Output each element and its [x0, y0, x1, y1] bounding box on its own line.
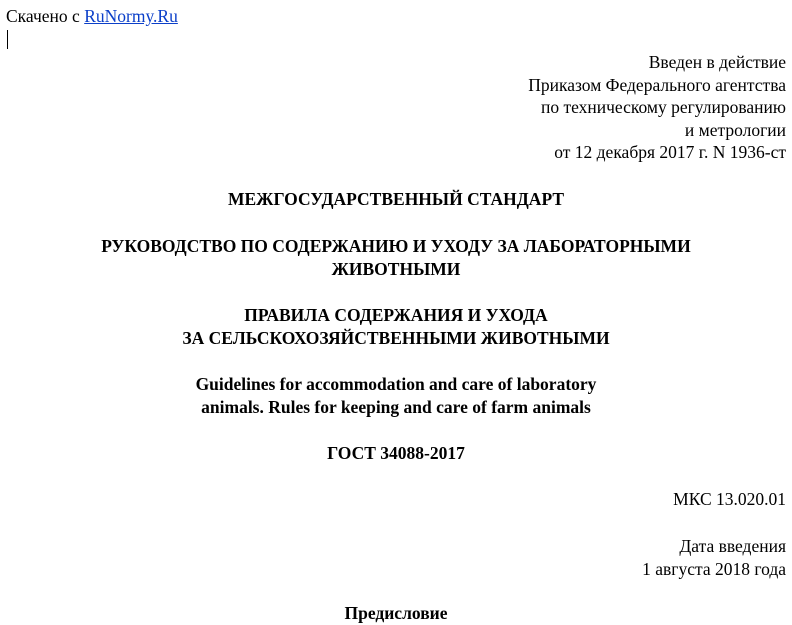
approval-line: от 12 декабря 2017 г. N 1936-ст — [554, 142, 786, 162]
standard-subtitle-line: ЗА СЕЛЬСКОХОЗЯЙСТВЕННЫМИ ЖИВОТНЫМИ — [182, 328, 610, 348]
gost-designation-text: ГОСТ 34088-2017 — [327, 443, 465, 463]
foreword-heading-text: Предисловие — [344, 603, 448, 623]
mks-code: МКС 13.020.01 — [673, 489, 786, 509]
text-cursor — [7, 30, 8, 49]
approval-line: и метрологии — [684, 119, 786, 140]
approval-line: по техническому регулированию — [540, 97, 786, 117]
standard-title-line: РУКОВОДСТВО ПО СОДЕРЖАНИЮ И УХОДУ ЗА ЛАБОРАТОРНЫМИ — [101, 236, 691, 256]
intro-date-label: Дата введения — [679, 536, 786, 556]
download-source-line — [6, 5, 178, 27]
approval-block — [528, 51, 786, 164]
runormy-link[interactable]: RuNormy.Ru — [84, 6, 178, 26]
standard-type-text: МЕЖГОСУДАРСТВЕННЫЙ СТАНДАРТ — [227, 189, 565, 209]
english-title-line: animals. Rules for keeping and care of farm animals — [201, 397, 591, 417]
download-source-prefix: Скачено с — [6, 6, 80, 26]
standard-type-heading — [0, 188, 792, 211]
standard-title — [0, 235, 792, 281]
standard-title-line: ЖИВОТНЫМИ — [331, 259, 461, 279]
english-title-line: Guidelines for accommodation and care of laboratory — [195, 374, 597, 394]
gost-designation — [0, 442, 792, 465]
standard-subtitle — [0, 304, 792, 350]
intro-date-block — [642, 535, 786, 580]
intro-date-value: 1 августа 2018 года — [642, 558, 786, 579]
foreword-heading — [0, 602, 792, 625]
approval-line: Приказом Федерального агентства — [528, 74, 786, 95]
standard-subtitle-line: ПРАВИЛА СОДЕРЖАНИЯ И УХОДА — [244, 305, 548, 325]
approval-line: Введен в действие — [648, 52, 786, 72]
english-title — [0, 373, 792, 419]
